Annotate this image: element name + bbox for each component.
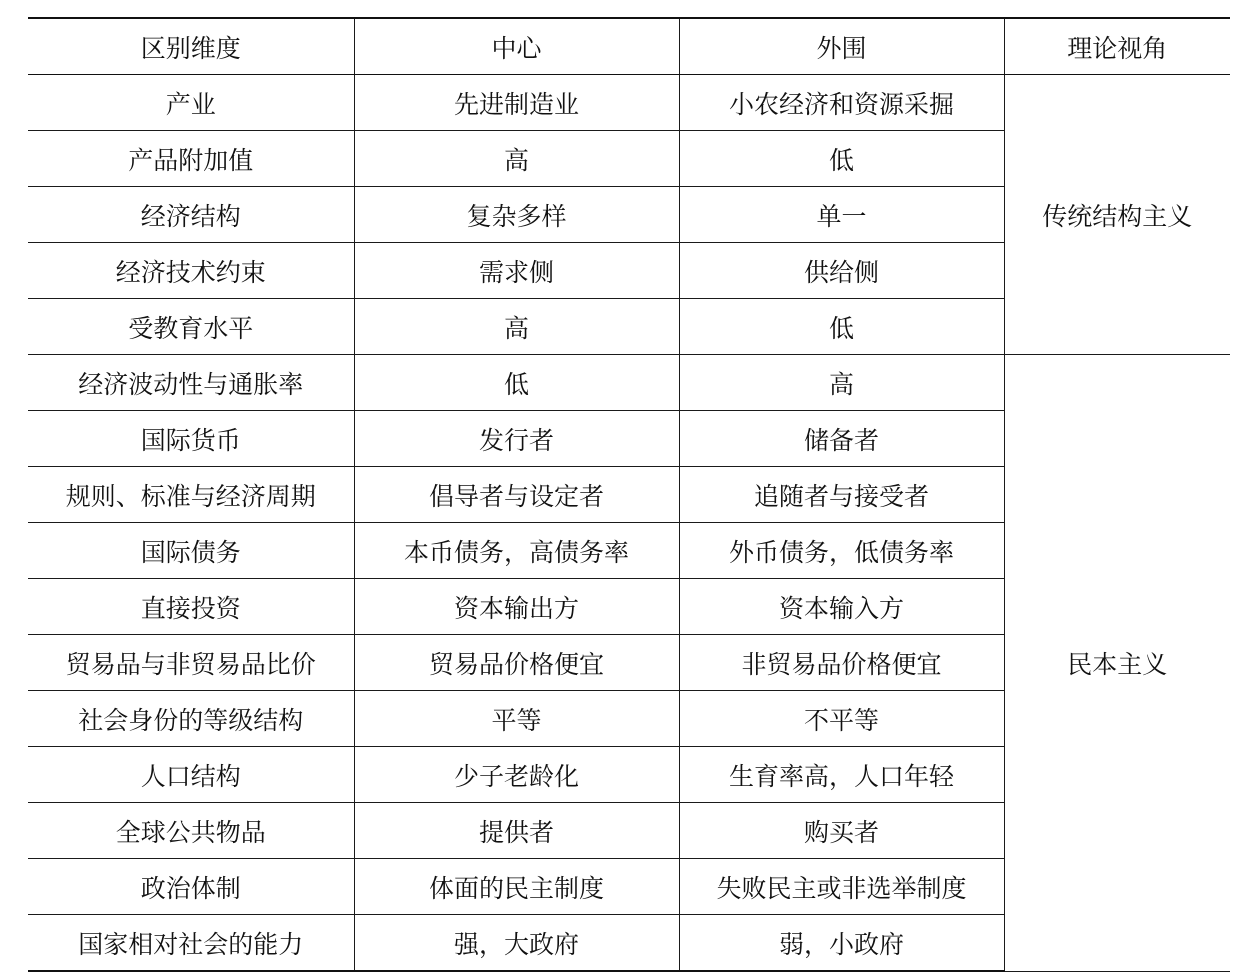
header-periphery: 外围	[679, 18, 1004, 75]
table-body	[28, 75, 1230, 972]
cell-dimension: 国际债务	[28, 523, 354, 579]
cell-dimension: 人口结构	[28, 747, 354, 803]
cell-dimension: 规则、标准与经济周期	[28, 467, 354, 523]
cell-dimension: 经济波动性与通胀率	[28, 355, 354, 411]
cell-center: 体面的民主制度	[354, 859, 679, 915]
table-row	[28, 75, 1230, 131]
cell-perspective: 民本主义	[1004, 355, 1230, 972]
cell-dimension: 国家相对社会的能力	[28, 915, 354, 972]
cell-dimension: 产业	[28, 75, 354, 131]
header-perspective: 理论视角	[1004, 18, 1230, 75]
cell-center: 低	[354, 355, 679, 411]
cell-center: 发行者	[354, 411, 679, 467]
cell-periphery: 失败民主或非选举制度	[679, 859, 1004, 915]
cell-center: 贸易品价格便宜	[354, 635, 679, 691]
cell-periphery: 小农经济和资源采掘	[679, 75, 1004, 131]
cell-center: 需求侧	[354, 243, 679, 299]
cell-dimension: 政治体制	[28, 859, 354, 915]
cell-center: 先进制造业	[354, 75, 679, 131]
cell-periphery: 购买者	[679, 803, 1004, 859]
cell-periphery: 追随者与接受者	[679, 467, 1004, 523]
header-row	[28, 18, 1230, 75]
cell-periphery: 不平等	[679, 691, 1004, 747]
cell-dimension: 国际货币	[28, 411, 354, 467]
cell-center: 高	[354, 299, 679, 355]
cell-periphery: 低	[679, 131, 1004, 187]
header-center: 中心	[354, 18, 679, 75]
cell-periphery: 非贸易品价格便宜	[679, 635, 1004, 691]
cell-periphery: 资本输入方	[679, 579, 1004, 635]
cell-center: 倡导者与设定者	[354, 467, 679, 523]
cell-dimension: 全球公共物品	[28, 803, 354, 859]
cell-dimension: 产品附加值	[28, 131, 354, 187]
cell-periphery: 高	[679, 355, 1004, 411]
cell-periphery: 单一	[679, 187, 1004, 243]
cell-center: 提供者	[354, 803, 679, 859]
cell-perspective: 传统结构主义	[1004, 75, 1230, 355]
cell-center: 高	[354, 131, 679, 187]
cell-center: 平等	[354, 691, 679, 747]
cell-dimension: 经济技术约束	[28, 243, 354, 299]
header-dimension: 区别维度	[28, 18, 354, 75]
cell-center: 少子老龄化	[354, 747, 679, 803]
cell-center: 复杂多样	[354, 187, 679, 243]
cell-center: 资本输出方	[354, 579, 679, 635]
cell-center: 强，大政府	[354, 915, 679, 972]
table-header	[28, 18, 1230, 75]
table-row	[28, 355, 1230, 411]
cell-periphery: 低	[679, 299, 1004, 355]
cell-periphery: 生育率高，人口年轻	[679, 747, 1004, 803]
cell-dimension: 受教育水平	[28, 299, 354, 355]
cell-dimension: 贸易品与非贸易品比价	[28, 635, 354, 691]
cell-periphery: 供给侧	[679, 243, 1004, 299]
cell-dimension: 经济结构	[28, 187, 354, 243]
cell-dimension: 直接投资	[28, 579, 354, 635]
cell-periphery: 储备者	[679, 411, 1004, 467]
comparison-table	[28, 17, 1230, 972]
cell-center: 本币债务，高债务率	[354, 523, 679, 579]
cell-periphery: 外币债务，低债务率	[679, 523, 1004, 579]
cell-dimension: 社会身份的等级结构	[28, 691, 354, 747]
cell-periphery: 弱，小政府	[679, 915, 1004, 972]
